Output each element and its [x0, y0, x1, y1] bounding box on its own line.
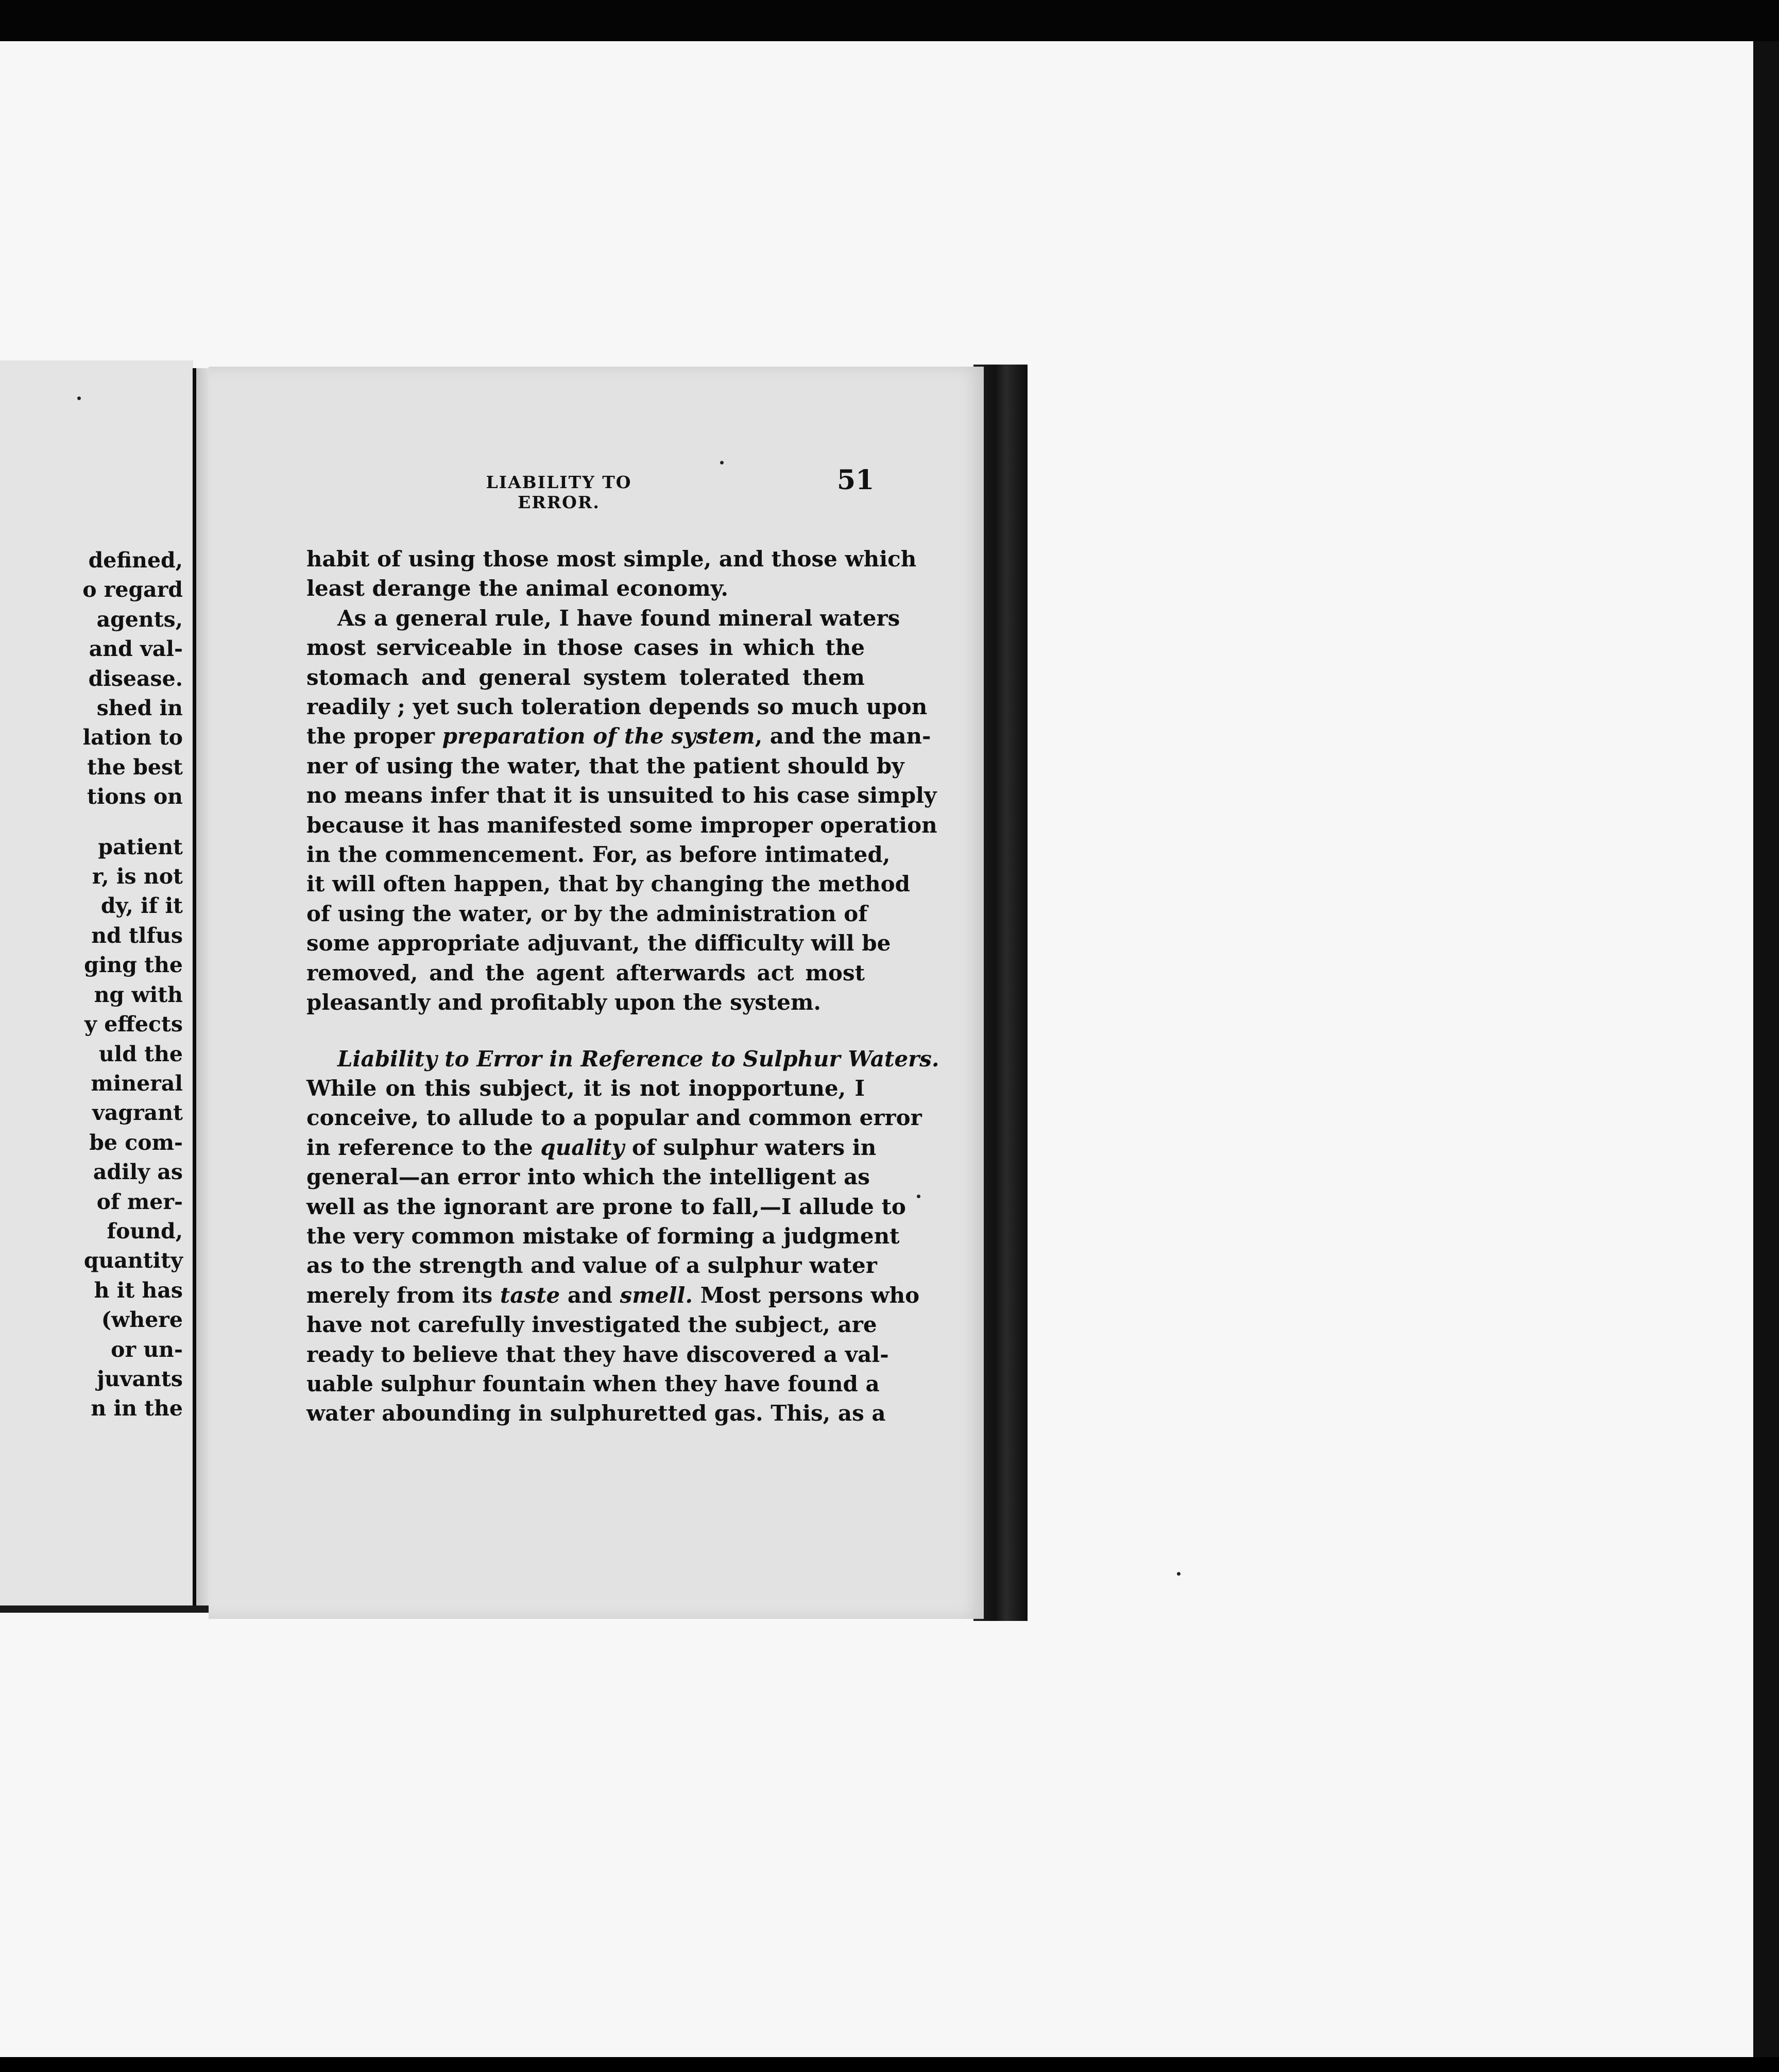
italic-phrase: quality — [540, 1134, 625, 1160]
book-gutter-line — [193, 368, 196, 1609]
left-line: adily as — [93, 1160, 183, 1185]
film-edge — [1753, 41, 1779, 2057]
text-run: in reference to the — [306, 1134, 541, 1160]
paragraph-gap — [82, 812, 183, 833]
text-line: have not carefully investigated the subject, are — [306, 1312, 877, 1338]
left-line: tions on — [87, 784, 183, 809]
text-line: As a general rule, I have found mineral waters — [337, 605, 900, 631]
left-line: r, is not — [92, 864, 183, 889]
left-line: the best — [87, 754, 183, 780]
text-line: conceive, to allude to a popular and common error — [306, 1105, 922, 1131]
text-line: no means infer that it is unsuited to his case simply — [306, 783, 937, 808]
text-line: the very common mistake of forming a judgment — [306, 1223, 900, 1249]
text-line: well as the ignorant are prone to fall,—I allude to — [306, 1194, 906, 1219]
left-line: vagrant — [92, 1100, 183, 1126]
left-line: dy, if it — [100, 893, 183, 919]
dust-speck — [1177, 1572, 1181, 1576]
text-line: because it has manifested some improper operation — [306, 812, 937, 838]
text-run: the proper — [306, 723, 442, 749]
left-line: agents, — [96, 607, 183, 632]
left-line: patient — [98, 834, 183, 859]
text-line: ready to believe that they have discovered a val- — [306, 1341, 889, 1367]
left-line: found, — [107, 1218, 183, 1244]
section-heading — [306, 1044, 939, 1074]
left-page-text — [82, 546, 183, 1424]
text-line — [306, 721, 931, 751]
left-line: y effects — [84, 1012, 183, 1037]
left-line: ng with — [94, 982, 183, 1007]
left-line: or un- — [111, 1337, 183, 1362]
text-line: uable sulphur fountain when they have found a — [306, 1371, 880, 1396]
text-line: removed, and the agent afterwards act most — [306, 960, 865, 986]
text-line: least derange the animal economy. — [306, 576, 728, 601]
left-page — [0, 360, 193, 1607]
left-line: juvants — [97, 1366, 183, 1391]
dust-speck — [917, 1195, 920, 1198]
text-line: most serviceable in those cases in which the — [306, 635, 865, 661]
left-line: mineral — [91, 1070, 183, 1096]
italic-phrase: preparation of the system — [442, 723, 755, 749]
text-line: general—an error into which the intelligent as — [306, 1164, 870, 1190]
italic-phrase: smell. — [620, 1282, 693, 1308]
text-run: , and the man- — [755, 723, 931, 749]
text-line: of using the water, or by the administration of — [306, 901, 868, 926]
left-line: and val- — [89, 636, 183, 662]
left-line: lation to — [82, 725, 183, 750]
paragraph-gap — [306, 1017, 865, 1044]
page-body — [306, 544, 939, 1428]
text-line — [306, 1133, 877, 1162]
left-line: be com- — [89, 1130, 183, 1155]
left-line: n in the — [91, 1396, 183, 1421]
section-heading-text: Liability to Error in Reference to Sulphur Waters. — [337, 1046, 939, 1072]
film-bottom-edge — [0, 2057, 1779, 2072]
text-line — [306, 1281, 920, 1310]
text-line: it will often happen, that by changing the method — [306, 871, 911, 897]
text-line: as to the strength and value of a sulphur water — [306, 1253, 877, 1279]
dust-speck — [720, 461, 724, 464]
left-line: of mer- — [96, 1189, 183, 1214]
left-line: defined, — [88, 548, 183, 573]
left-line: quantity — [83, 1248, 183, 1273]
left-line: nd tlfus — [91, 923, 183, 948]
book-bottom-edge — [0, 1605, 216, 1613]
text-line: pleasantly and profitably upon the system. — [306, 990, 822, 1015]
text-run: Most persons who — [693, 1282, 920, 1308]
text-line: water abounding in sulphuretted gas. This, as a — [306, 1401, 886, 1426]
text-line: ner of using the water, that the patient should by — [306, 753, 904, 779]
right-page — [209, 367, 984, 1619]
text-line: stomach and general system tolerated them — [306, 664, 865, 690]
dust-speck — [77, 396, 81, 400]
text-line: some appropriate adjuvant, the difficulty will be — [306, 930, 891, 956]
text-run: and — [560, 1282, 620, 1308]
left-line: disease. — [88, 666, 183, 691]
italic-phrase: taste — [500, 1282, 560, 1308]
page-number: 51 — [837, 464, 875, 496]
left-line: uld the — [98, 1041, 183, 1066]
text-line: habit of using those most simple, and those which — [306, 546, 917, 572]
text-run: of sulphur waters in — [624, 1134, 877, 1160]
text-run: merely from its — [306, 1282, 500, 1308]
text-line: While on this subject, it is not inopportune, I — [306, 1075, 865, 1101]
left-line: ging the — [84, 953, 183, 978]
text-line: readily ; yet such toleration depends so much upon — [306, 694, 928, 720]
text-line: in the commencement. For, as before intimated, — [306, 842, 891, 868]
left-line: o regard — [82, 577, 183, 602]
left-line: h it has — [94, 1277, 183, 1303]
running-head: LIABILITY TO ERROR. — [486, 472, 632, 512]
left-line: (where — [101, 1307, 183, 1333]
left-line: shed in — [96, 696, 183, 721]
